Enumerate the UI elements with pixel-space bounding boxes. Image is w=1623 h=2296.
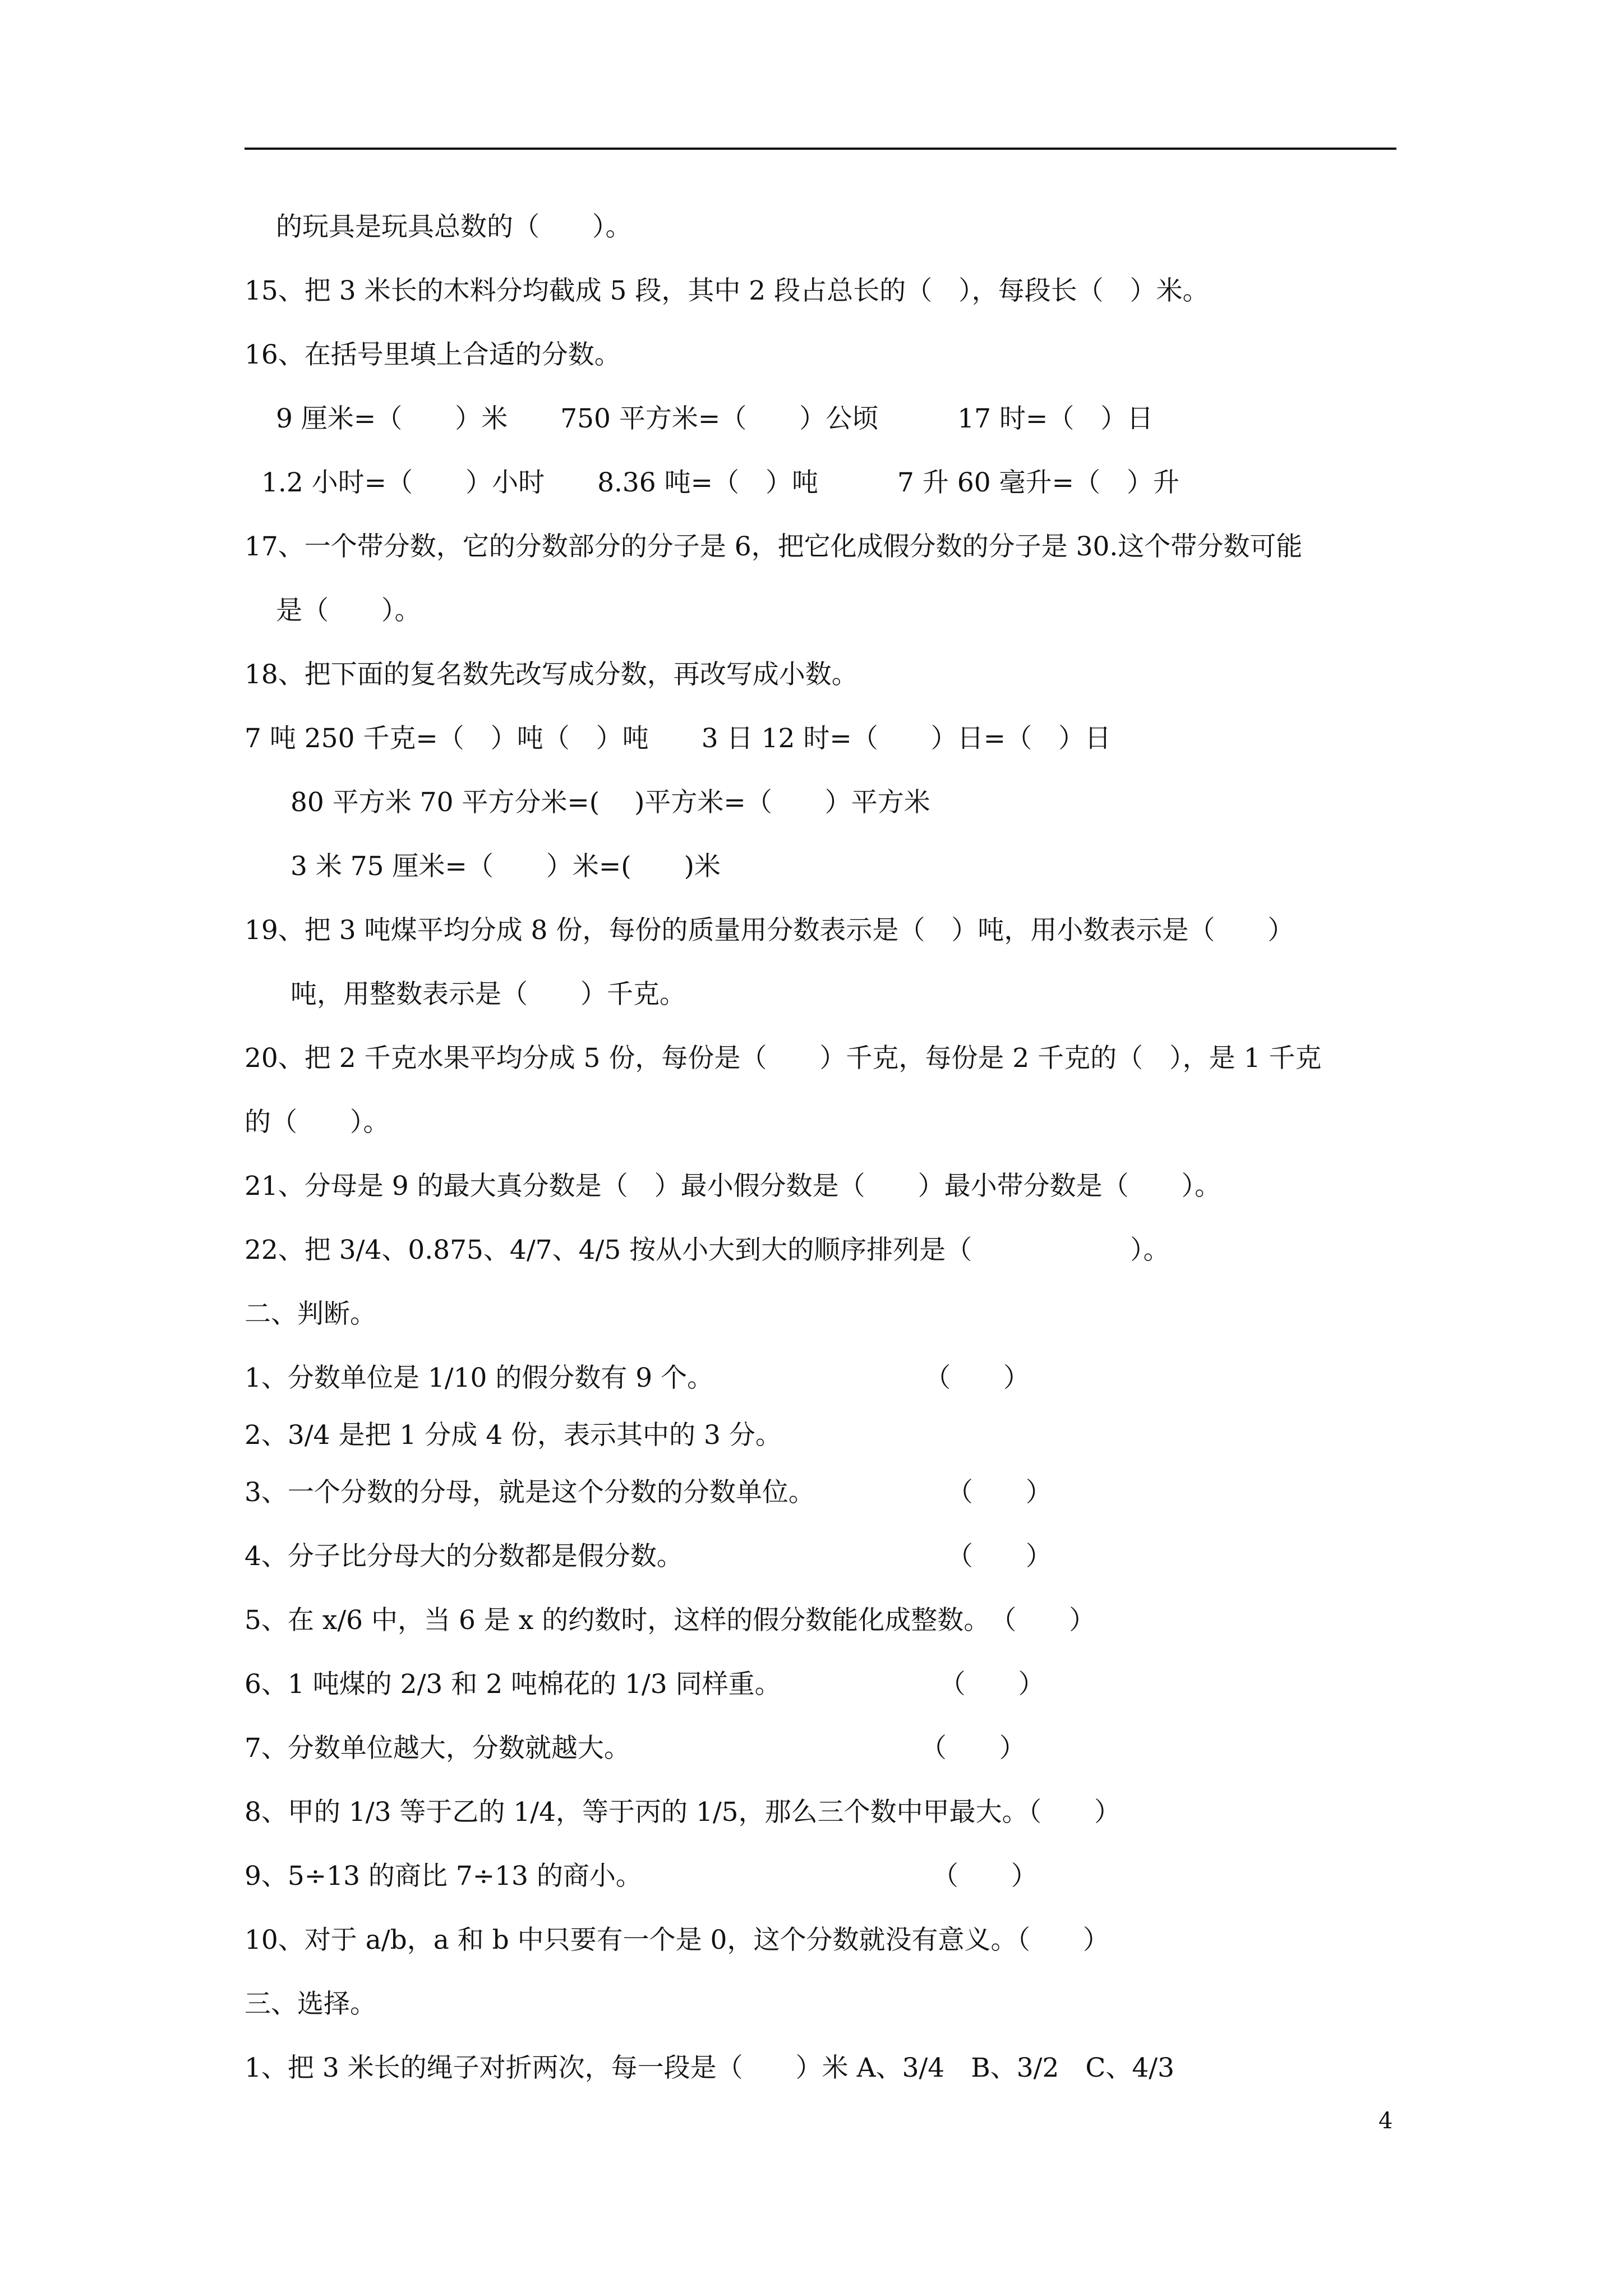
- question-18: 18、把下面的复名数先改写成分数，再改写成小数。: [245, 659, 858, 690]
- judgment-8: 8、甲的 1/3 等于乙的 1/4，等于丙的 1/5，那么三个数中甲最大。（ ）: [245, 1797, 1121, 1828]
- question-20-cont: 的（ ）。: [245, 1107, 390, 1138]
- page-number: 4: [1378, 2108, 1393, 2134]
- question-21: 21、分母是 9 的最大真分数是（ ）最小假分数是（ ）最小带分数是（ ）。: [245, 1171, 1221, 1202]
- judgment-10: 10、对于 a/b，a 和 b 中只要有一个是 0，这个分数就没有意义。（ ）: [245, 1925, 1109, 1955]
- judgment-6: 6、1 吨煤的 2/3 和 2 吨棉花的 1/3 同样重。 （ ）: [245, 1669, 1045, 1700]
- question-18-row-2: 80 平方米 70 平方分米=( )平方米=（ ）平方米: [291, 787, 930, 818]
- choice-1: 1、把 3 米长的绳子对折两次，每一段是（ ）米 A、3/4 B、3/2 C、4/3: [245, 2053, 1174, 2083]
- judgment-4: 4、分子比分母大的分数都是假分数。 （ ）: [245, 1541, 1052, 1572]
- question-20: 20、把 2 千克水果平均分成 5 份，每份是（ ）千克，每份是 2 千克的（ ），是 1 千克: [245, 1043, 1322, 1074]
- judgment-3: 3、一个分数的分母，就是这个分数的分数单位。 （ ）: [245, 1477, 1052, 1508]
- judgment-5: 5、在 x/6 中，当 6 是 x 的约数时，这样的假分数能化成整数。 （ ）: [245, 1605, 1096, 1636]
- judgment-9: 9、5÷13 的商比 7÷13 的商小。 （ ）: [245, 1861, 1038, 1892]
- judgment-2: 2、3/4 是把 1 分成 4 份，表示其中的 3 分。: [245, 1420, 782, 1451]
- question-17-cont: 是（ ）。: [276, 595, 421, 626]
- question-19: 19、把 3 吨煤平均分成 8 份，每份的质量用分数表示是（ ）吨，用小数表示是（ ）: [245, 915, 1294, 946]
- question-16-row-2: 1.2 小时=（ ）小时 8.36 吨=（ ）吨 7 升 60 毫升=（ ）升: [261, 467, 1179, 498]
- judgment-1: 1、分数单位是 1/10 的假分数有 9 个。 （ ）: [245, 1363, 1030, 1393]
- section-judgment: 二、判断。: [245, 1299, 376, 1329]
- section-choice: 三、选择。: [245, 1989, 376, 2019]
- header-rule: [245, 148, 1396, 150]
- line-14-continuation: 的玩具是玩具总数的（ ）。: [276, 211, 632, 242]
- question-19-cont: 吨，用整数表示是（ ）千克。: [291, 979, 686, 1010]
- question-18-row-3: 3 米 75 厘米=（ ）米=( )米: [291, 851, 721, 882]
- question-17: 17、一个带分数，它的分数部分的分子是 6，把它化成假分数的分子是 30.这个带分数可能: [245, 531, 1303, 562]
- question-16: 16、在括号里填上合适的分数。: [245, 339, 621, 370]
- question-22: 22、把 3/4、0.875、4/7、4/5 按从小大到大的顺序排列是（ ）。: [245, 1235, 1170, 1266]
- question-15: 15、把 3 米长的木料分均截成 5 段，其中 2 段占总长的（ ），每段长（ ）米。: [245, 275, 1209, 306]
- judgment-7: 7、分数单位越大，分数就越大。 （ ）: [245, 1733, 1026, 1764]
- question-18-row-1: 7 吨 250 千克=（ ）吨（ ）吨 3 日 12 时=（ ）日=（ ）日: [245, 723, 1112, 754]
- question-16-row-1: 9 厘米=（ ）米 750 平方米=（ ）公顷 17 时=（ ）日: [276, 403, 1154, 434]
